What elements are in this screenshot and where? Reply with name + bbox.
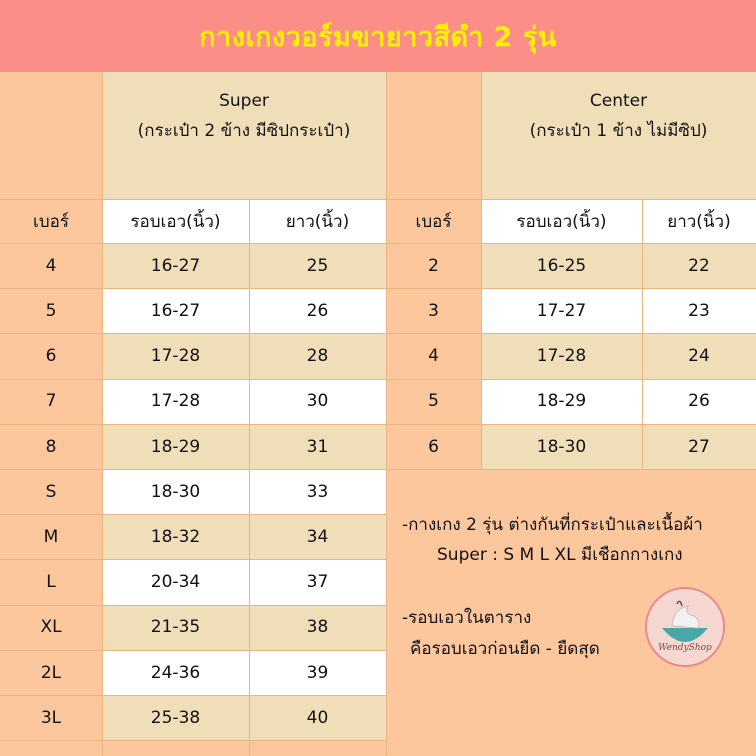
super-col-header: ยาว(นิ้ว) [249, 199, 386, 243]
super-cell: S [0, 469, 102, 515]
grid-line [386, 379, 756, 380]
grid-line [0, 514, 386, 515]
super-col-header: รอบเอว(นิ้ว) [102, 199, 249, 243]
center-col-header: เบอร์ [386, 199, 481, 243]
grid-line [0, 650, 386, 651]
super-cell: 18-32 [102, 514, 249, 560]
super-cell: 25 [249, 243, 386, 289]
super-cell: 5 [0, 288, 102, 334]
grid-line [481, 72, 482, 469]
note-2: Super : S M L XL มีเชือกกางเกง [437, 545, 683, 565]
center-cell: 17-27 [481, 288, 642, 334]
super-header [102, 72, 386, 199]
center-cell: 22 [642, 243, 756, 289]
grid-line [0, 559, 386, 560]
center-cell: 18-30 [481, 424, 642, 470]
grid-line [642, 199, 643, 469]
super-cell: 16-27 [102, 288, 249, 334]
grid-line [386, 72, 387, 756]
center-name: Center [589, 91, 648, 111]
super-cell: 24-36 [102, 650, 249, 696]
super-cell: 31 [249, 424, 386, 470]
super-cell: 26 [249, 288, 386, 334]
center-cell: 17-28 [481, 333, 642, 379]
super-cell: 38 [249, 605, 386, 651]
grid-line [386, 424, 756, 425]
grid-line [0, 379, 386, 380]
center-col-header: รอบเอว(นิ้ว) [481, 199, 642, 243]
super-name: Super [219, 91, 269, 111]
center-cell: 4 [386, 333, 481, 379]
center-cell: 16-25 [481, 243, 642, 289]
center-cell: 5 [386, 379, 481, 425]
center-header [481, 72, 756, 199]
center-cell: 27 [642, 424, 756, 470]
super-cell: 17-28 [102, 333, 249, 379]
super-cell: 25-38 [102, 695, 249, 741]
center-cell: 18-29 [481, 379, 642, 425]
grid-line [386, 469, 756, 470]
super-cell: L [0, 559, 102, 605]
super-cell: M [0, 514, 102, 560]
title-banner [0, 0, 756, 72]
super-cell: 30 [249, 379, 386, 425]
center-cell: 6 [386, 424, 481, 470]
super-cell: 21-35 [102, 605, 249, 651]
grid-line [0, 469, 386, 470]
center-cell: 2 [386, 243, 481, 289]
super-cell: 7 [0, 379, 102, 425]
super-cell: 6 [0, 333, 102, 379]
grid-line [0, 605, 386, 606]
grid-line [0, 288, 386, 289]
super-cell: 18-30 [102, 469, 249, 515]
shop-logo [644, 586, 726, 668]
note-4: คือรอบเอวก่อนยืด - ยืดสุด [410, 639, 600, 659]
grid-line [386, 243, 756, 244]
grid-line [0, 333, 386, 334]
super-cell: 4 [0, 243, 102, 289]
note-1: -กางเกง 2 รุ่น ต่างกันที่กระเป๋าและเนื้อผ้า [402, 515, 703, 535]
grid-line [0, 740, 386, 741]
grid-line [102, 72, 103, 756]
grid-line [0, 243, 386, 244]
super-cell: 39 [249, 650, 386, 696]
super-cell: 18-29 [102, 424, 249, 470]
super-cell: 17-28 [102, 379, 249, 425]
super-cell: XL [0, 605, 102, 651]
super-cell: 3L [0, 695, 102, 741]
page-title: กางเกงวอร์มขายาวสีดำ 2 รุ่น [199, 21, 557, 53]
super-cell: 20-34 [102, 559, 249, 605]
grid-line [0, 695, 386, 696]
note-3: -รอบเอวในตาราง [402, 608, 532, 628]
super-cell: 28 [249, 333, 386, 379]
super-subtitle: (กระเป๋า 2 ข้าง มีซิปกระเป๋า) [137, 121, 351, 141]
super-cell: 34 [249, 514, 386, 560]
super-cell: 33 [249, 469, 386, 515]
logo-text: WendyShop [658, 643, 712, 653]
center-subtitle: (กระเป๋า 1 ข้าง ไม่มีซิป) [529, 121, 708, 141]
super-cell: 2L [0, 650, 102, 696]
grid-line [386, 333, 756, 334]
super-cell: 37 [249, 559, 386, 605]
center-cell: 23 [642, 288, 756, 334]
grid-line [386, 288, 756, 289]
super-col-header: เบอร์ [0, 199, 102, 243]
super-cell: 8 [0, 424, 102, 470]
super-cell: 16-27 [102, 243, 249, 289]
center-cell: 26 [642, 379, 756, 425]
center-cell: 3 [386, 288, 481, 334]
center-cell: 24 [642, 333, 756, 379]
grid-line [249, 199, 250, 756]
center-col-header: ยาว(นิ้ว) [642, 199, 756, 243]
grid-line [0, 424, 386, 425]
super-cell: 40 [249, 695, 386, 741]
